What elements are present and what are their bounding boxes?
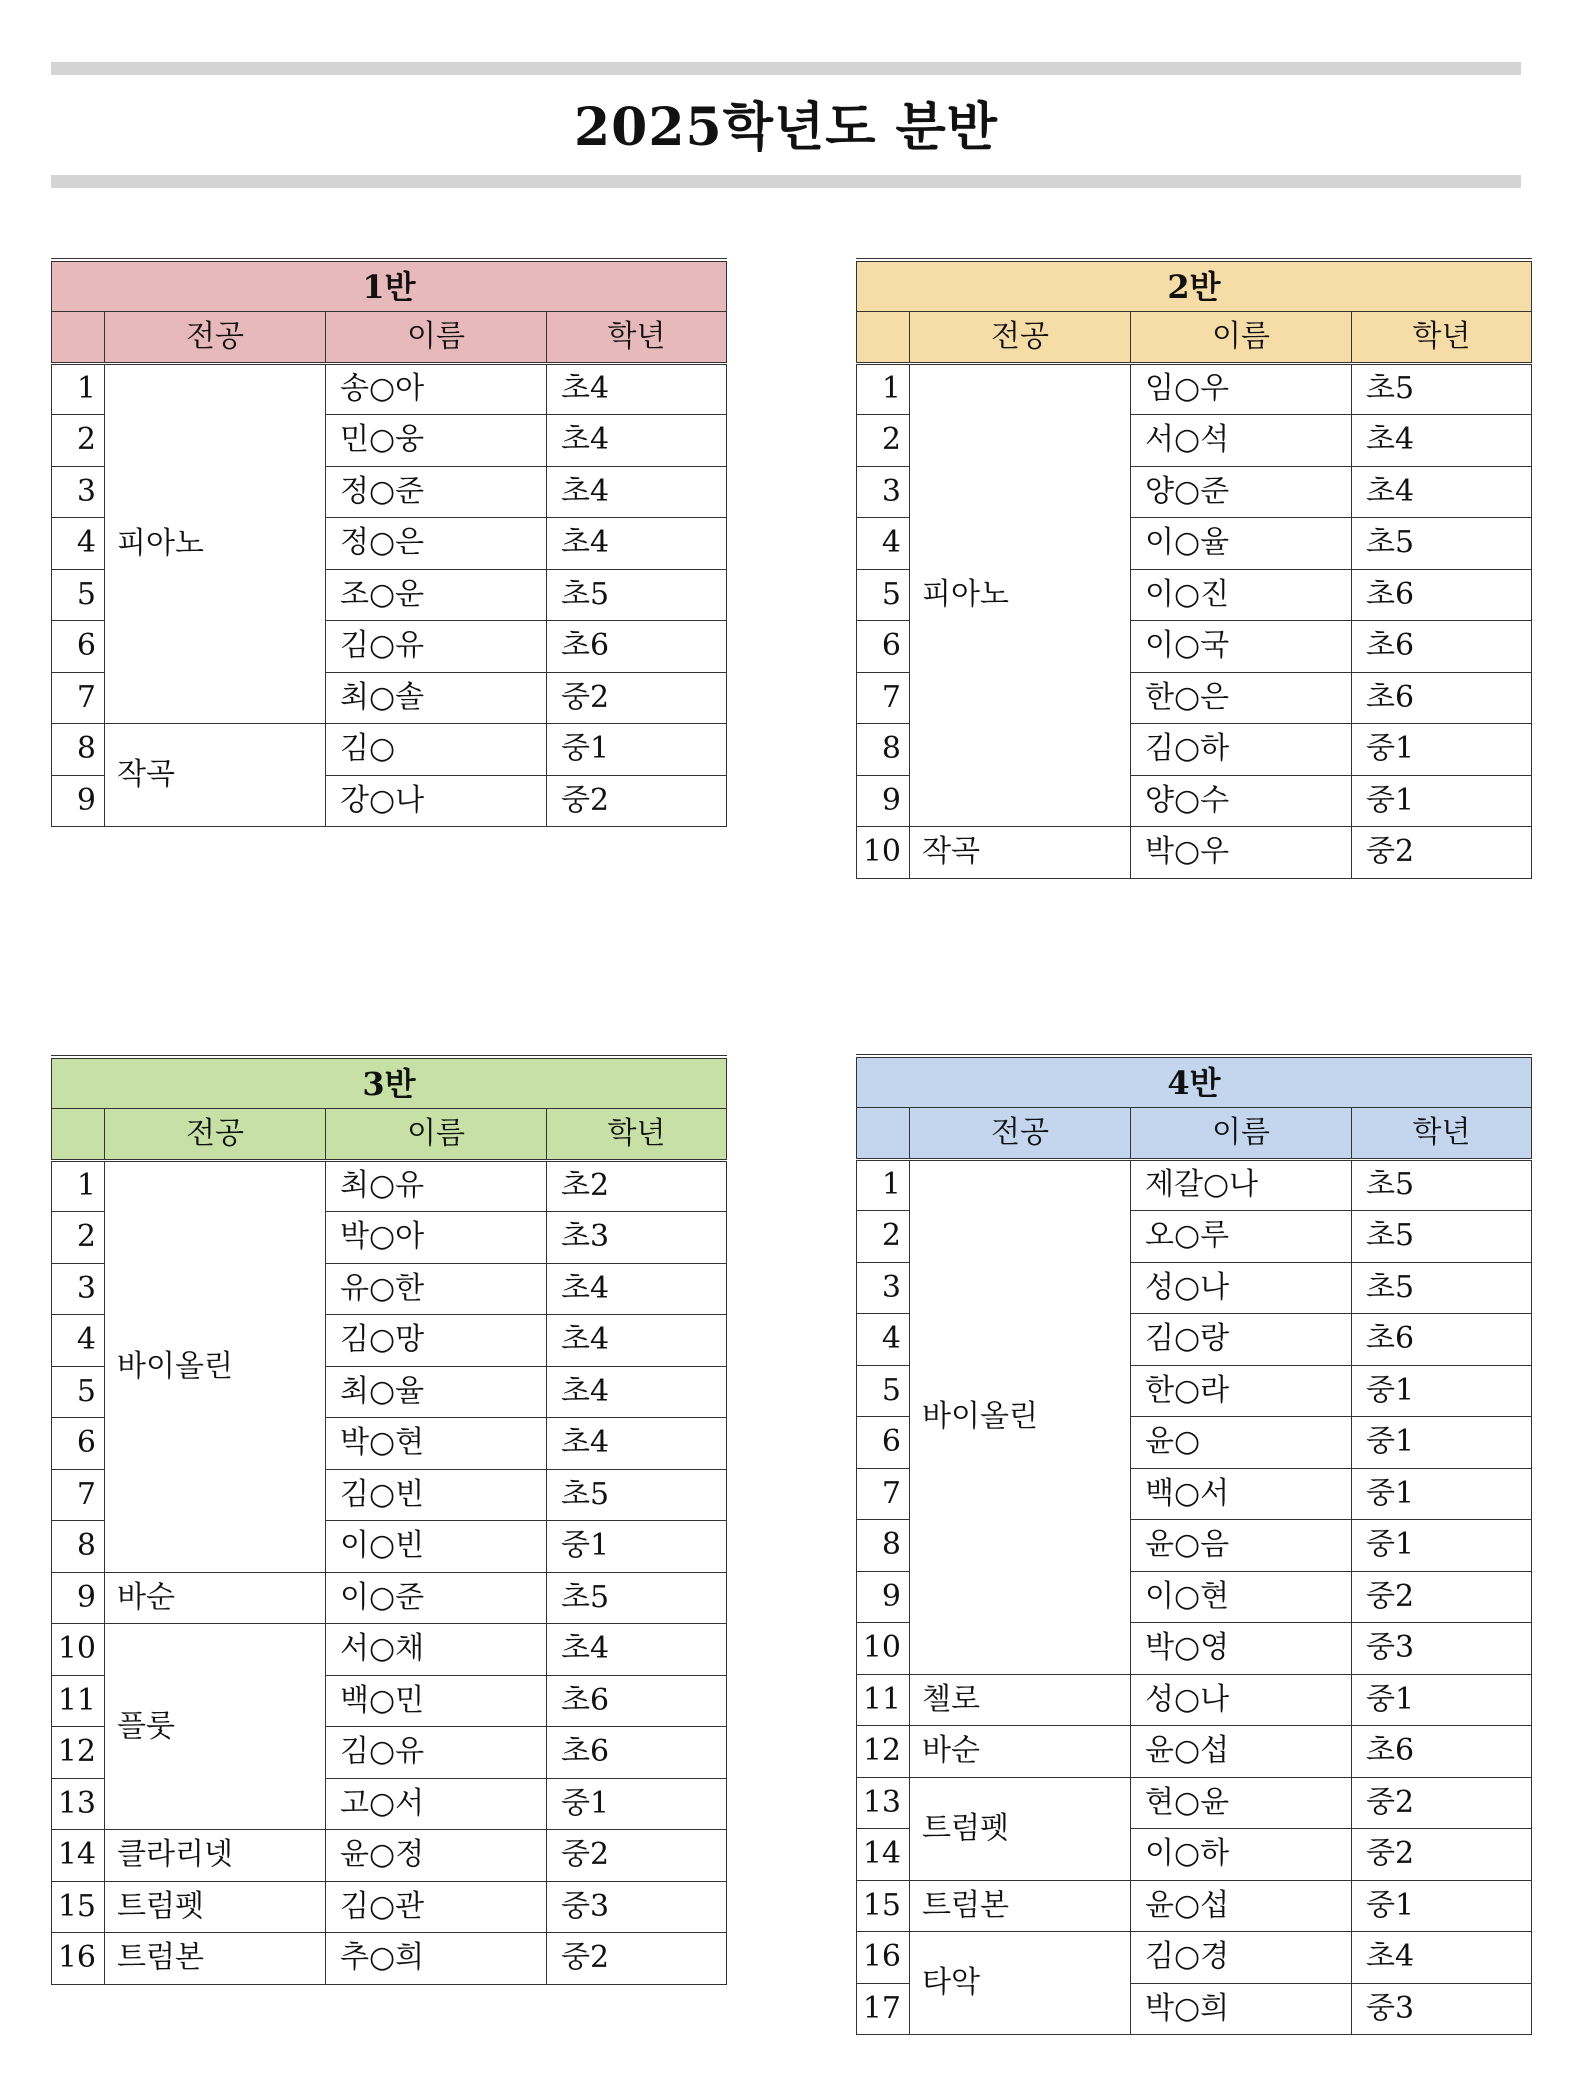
- header-no: [857, 312, 910, 364]
- student-name: 정○은: [326, 518, 547, 570]
- student-number: 7: [52, 672, 105, 724]
- header-row: [52, 1109, 727, 1161]
- student-number: 14: [857, 1829, 910, 1881]
- header-grade: 학년: [547, 1109, 727, 1161]
- student-number: 15: [857, 1880, 910, 1932]
- student-number: 6: [52, 1418, 105, 1470]
- student-number: 11: [52, 1675, 105, 1727]
- student-grade: 중1: [1352, 1417, 1532, 1469]
- student-grade: 초3: [547, 1212, 727, 1264]
- student-name: 김○경: [1131, 1932, 1352, 1984]
- page-title: 2025학년도 분반: [574, 97, 998, 158]
- table-row: [52, 363, 727, 415]
- student-number: 10: [857, 827, 910, 879]
- student-grade: 중1: [1352, 1468, 1532, 1520]
- student-name: 한○라: [1131, 1365, 1352, 1417]
- student-grade: 중2: [1352, 1777, 1532, 1829]
- student-name: 백○민: [326, 1675, 547, 1727]
- student-grade: 중1: [1352, 724, 1532, 776]
- student-number: 2: [52, 415, 105, 467]
- student-number: 5: [857, 1365, 910, 1417]
- student-number: 7: [857, 1468, 910, 1520]
- student-number: 13: [857, 1777, 910, 1829]
- student-name: 최○유: [326, 1160, 547, 1212]
- student-name: 윤○: [1131, 1417, 1352, 1469]
- class-title: 4반: [857, 1056, 1532, 1108]
- student-number: 2: [52, 1212, 105, 1264]
- student-number: 11: [857, 1674, 910, 1726]
- header-name: 이름: [326, 312, 547, 364]
- student-grade: 초5: [1352, 1159, 1532, 1211]
- student-number: 9: [857, 1571, 910, 1623]
- student-name: 김○하: [1131, 724, 1352, 776]
- student-number: 7: [857, 672, 910, 724]
- table-row: [857, 827, 1532, 879]
- student-number: 3: [52, 466, 105, 518]
- student-grade: 초6: [547, 1675, 727, 1727]
- student-name: 임○우: [1131, 363, 1352, 415]
- major-cell: 바이올린: [910, 1159, 1131, 1674]
- table-row: [857, 1159, 1532, 1211]
- student-grade: 중3: [1352, 1983, 1532, 2035]
- student-grade: 초4: [547, 1366, 727, 1418]
- student-number: 5: [857, 569, 910, 621]
- student-grade: 초5: [547, 1469, 727, 1521]
- student-name: 김○관: [326, 1881, 547, 1933]
- student-grade: 중1: [547, 1778, 727, 1830]
- student-name: 김○유: [326, 621, 547, 673]
- student-number: 5: [52, 569, 105, 621]
- student-name: 이○준: [326, 1572, 547, 1624]
- student-name: 윤○정: [326, 1830, 547, 1882]
- student-grade: 초5: [547, 1572, 727, 1624]
- student-number: 4: [857, 518, 910, 570]
- student-name: 윤○섭: [1131, 1880, 1352, 1932]
- student-grade: 초6: [1352, 1726, 1532, 1778]
- student-number: 7: [52, 1469, 105, 1521]
- student-number: 2: [857, 415, 910, 467]
- student-number: 1: [52, 363, 105, 415]
- student-name: 최○솔: [326, 672, 547, 724]
- student-grade: 중2: [547, 1933, 727, 1985]
- student-name: 박○영: [1131, 1623, 1352, 1675]
- class-title-row: [857, 1056, 1532, 1108]
- student-number: 17: [857, 1983, 910, 2035]
- student-name: 양○수: [1131, 775, 1352, 827]
- student-number: 6: [857, 621, 910, 673]
- student-name: 강○나: [326, 775, 547, 827]
- student-name: 박○현: [326, 1418, 547, 1470]
- student-name: 박○우: [1131, 827, 1352, 879]
- student-number: 10: [52, 1624, 105, 1676]
- class-title-row: [52, 260, 727, 312]
- student-name: 민○웅: [326, 415, 547, 467]
- student-grade: 초6: [1352, 672, 1532, 724]
- student-name: 이○율: [1131, 518, 1352, 570]
- student-grade: 초5: [1352, 1211, 1532, 1263]
- header-row: [52, 312, 727, 364]
- student-number: 3: [52, 1263, 105, 1315]
- student-number: 12: [52, 1727, 105, 1779]
- student-number: 9: [52, 775, 105, 827]
- major-cell: 작곡: [105, 724, 326, 827]
- student-grade: 초5: [1352, 363, 1532, 415]
- student-name: 한○은: [1131, 672, 1352, 724]
- student-grade: 중1: [547, 1521, 727, 1573]
- class-title: 3반: [52, 1057, 727, 1109]
- class-title: 2반: [857, 260, 1532, 312]
- student-name: 이○빈: [326, 1521, 547, 1573]
- student-number: 15: [52, 1881, 105, 1933]
- student-grade: 초4: [1352, 415, 1532, 467]
- student-name: 이○국: [1131, 621, 1352, 673]
- major-cell: 첼로: [910, 1674, 1131, 1726]
- class-1-table: [51, 258, 727, 827]
- class-title-row: [52, 1057, 727, 1109]
- student-grade: 초2: [547, 1160, 727, 1212]
- student-name: 서○채: [326, 1624, 547, 1676]
- student-grade: 초6: [547, 1727, 727, 1779]
- student-number: 1: [52, 1160, 105, 1212]
- title-rule-top: [51, 62, 1521, 75]
- header-no: [52, 1109, 105, 1161]
- header-row: [857, 312, 1532, 364]
- student-name: 김○유: [326, 1727, 547, 1779]
- student-grade: 중1: [1352, 1880, 1532, 1932]
- table-row: [52, 1830, 727, 1882]
- student-number: 4: [857, 1314, 910, 1366]
- class-4-table: [856, 1054, 1532, 2035]
- table-row: [52, 1160, 727, 1212]
- student-number: 9: [857, 775, 910, 827]
- student-grade: 중1: [547, 724, 727, 776]
- student-grade: 중3: [1352, 1623, 1532, 1675]
- class-title: 1반: [52, 260, 727, 312]
- student-grade: 초6: [1352, 569, 1532, 621]
- student-name: 윤○음: [1131, 1520, 1352, 1572]
- student-name: 고○서: [326, 1778, 547, 1830]
- student-grade: 초4: [547, 363, 727, 415]
- student-number: 12: [857, 1726, 910, 1778]
- student-grade: 초4: [547, 466, 727, 518]
- major-cell: 클라리넷: [105, 1830, 326, 1882]
- student-name: 박○아: [326, 1212, 547, 1264]
- major-cell: 트럼펫: [910, 1777, 1131, 1880]
- student-grade: 중2: [1352, 1829, 1532, 1881]
- student-name: 오○루: [1131, 1211, 1352, 1263]
- title-rule-bottom: [51, 175, 1521, 188]
- student-number: 4: [52, 1315, 105, 1367]
- student-number: 1: [857, 363, 910, 415]
- student-grade: 중2: [547, 672, 727, 724]
- student-grade: 중1: [1352, 1520, 1532, 1572]
- student-grade: 중3: [547, 1881, 727, 1933]
- student-number: 4: [52, 518, 105, 570]
- student-grade: 초5: [1352, 518, 1532, 570]
- header-no: [52, 312, 105, 364]
- header-name: 이름: [1131, 1108, 1352, 1160]
- student-name: 이○진: [1131, 569, 1352, 621]
- table-row: [52, 1572, 727, 1624]
- table-row: [52, 1624, 727, 1676]
- student-number: 8: [857, 1520, 910, 1572]
- header-major: 전공: [105, 1109, 326, 1161]
- student-grade: 초4: [547, 1624, 727, 1676]
- header-grade: 학년: [1352, 1108, 1532, 1160]
- student-number: 16: [857, 1932, 910, 1984]
- table-row: [857, 1932, 1532, 1984]
- major-cell: 피아노: [910, 363, 1131, 827]
- table-row: [857, 363, 1532, 415]
- student-grade: 초5: [547, 569, 727, 621]
- major-cell: 트럼본: [105, 1933, 326, 1985]
- header-row: [857, 1108, 1532, 1160]
- student-number: 16: [52, 1933, 105, 1985]
- student-number: 10: [857, 1623, 910, 1675]
- major-cell: 트럼본: [910, 1880, 1131, 1932]
- student-grade: 초6: [1352, 1314, 1532, 1366]
- student-number: 8: [52, 724, 105, 776]
- student-name: 서○석: [1131, 415, 1352, 467]
- student-grade: 초4: [547, 415, 727, 467]
- student-name: 양○준: [1131, 466, 1352, 518]
- class-2-table: [856, 258, 1532, 879]
- student-grade: 초4: [547, 1315, 727, 1367]
- student-grade: 초5: [1352, 1262, 1532, 1314]
- header-name: 이름: [1131, 312, 1352, 364]
- header-grade: 학년: [547, 312, 727, 364]
- header-name: 이름: [326, 1109, 547, 1161]
- student-number: 9: [52, 1572, 105, 1624]
- major-cell: 바이올린: [105, 1160, 326, 1572]
- student-number: 13: [52, 1778, 105, 1830]
- header-grade: 학년: [1352, 312, 1532, 364]
- student-number: 8: [857, 724, 910, 776]
- student-name: 김○망: [326, 1315, 547, 1367]
- student-name: 정○준: [326, 466, 547, 518]
- student-name: 이○하: [1131, 1829, 1352, 1881]
- header-no: [857, 1108, 910, 1160]
- student-number: 2: [857, 1211, 910, 1263]
- class-title-row: [857, 260, 1532, 312]
- student-name: 송○아: [326, 363, 547, 415]
- student-grade: 초4: [547, 1263, 727, 1315]
- student-grade: 중2: [547, 775, 727, 827]
- student-grade: 중1: [1352, 1674, 1532, 1726]
- student-grade: 중2: [1352, 1571, 1532, 1623]
- student-name: 성○나: [1131, 1674, 1352, 1726]
- student-number: 6: [857, 1417, 910, 1469]
- student-name: 박○희: [1131, 1983, 1352, 2035]
- header-major: 전공: [105, 312, 326, 364]
- table-row: [857, 1777, 1532, 1829]
- student-grade: 중2: [547, 1830, 727, 1882]
- student-number: 3: [857, 466, 910, 518]
- student-name: 현○윤: [1131, 1777, 1352, 1829]
- student-name: 이○현: [1131, 1571, 1352, 1623]
- student-name: 성○나: [1131, 1262, 1352, 1314]
- student-grade: 초6: [1352, 621, 1532, 673]
- student-number: 5: [52, 1366, 105, 1418]
- table-row: [857, 1726, 1532, 1778]
- student-grade: 중1: [1352, 1365, 1532, 1417]
- student-name: 김○빈: [326, 1469, 547, 1521]
- header-major: 전공: [910, 1108, 1131, 1160]
- student-name: 조○운: [326, 569, 547, 621]
- class-3-table: [51, 1055, 727, 1985]
- student-name: 백○서: [1131, 1468, 1352, 1520]
- student-name: 유○한: [326, 1263, 547, 1315]
- major-cell: 트럼펫: [105, 1881, 326, 1933]
- table-row: [52, 1933, 727, 1985]
- major-cell: 작곡: [910, 827, 1131, 879]
- student-grade: 초4: [1352, 1932, 1532, 1984]
- table-row: [52, 1881, 727, 1933]
- student-name: 윤○섭: [1131, 1726, 1352, 1778]
- student-number: 14: [52, 1830, 105, 1882]
- major-cell: 피아노: [105, 363, 326, 724]
- student-grade: 초4: [547, 1418, 727, 1470]
- table-row: [857, 1674, 1532, 1726]
- student-grade: 초4: [547, 518, 727, 570]
- student-number: 6: [52, 621, 105, 673]
- major-cell: 타악: [910, 1932, 1131, 2035]
- table-row: [857, 1880, 1532, 1932]
- student-grade: 초6: [547, 621, 727, 673]
- table-row: [52, 724, 727, 776]
- student-grade: 중1: [1352, 775, 1532, 827]
- student-number: 1: [857, 1159, 910, 1211]
- header-major: 전공: [910, 312, 1131, 364]
- student-name: 김○랑: [1131, 1314, 1352, 1366]
- major-cell: 플룻: [105, 1624, 326, 1830]
- student-name: 최○율: [326, 1366, 547, 1418]
- student-grade: 초4: [1352, 466, 1532, 518]
- student-number: 3: [857, 1262, 910, 1314]
- student-name: 김○: [326, 724, 547, 776]
- student-name: 추○희: [326, 1933, 547, 1985]
- student-grade: 중2: [1352, 827, 1532, 879]
- student-name: 제갈○나: [1131, 1159, 1352, 1211]
- major-cell: 바순: [910, 1726, 1131, 1778]
- major-cell: 바순: [105, 1572, 326, 1624]
- student-number: 8: [52, 1521, 105, 1573]
